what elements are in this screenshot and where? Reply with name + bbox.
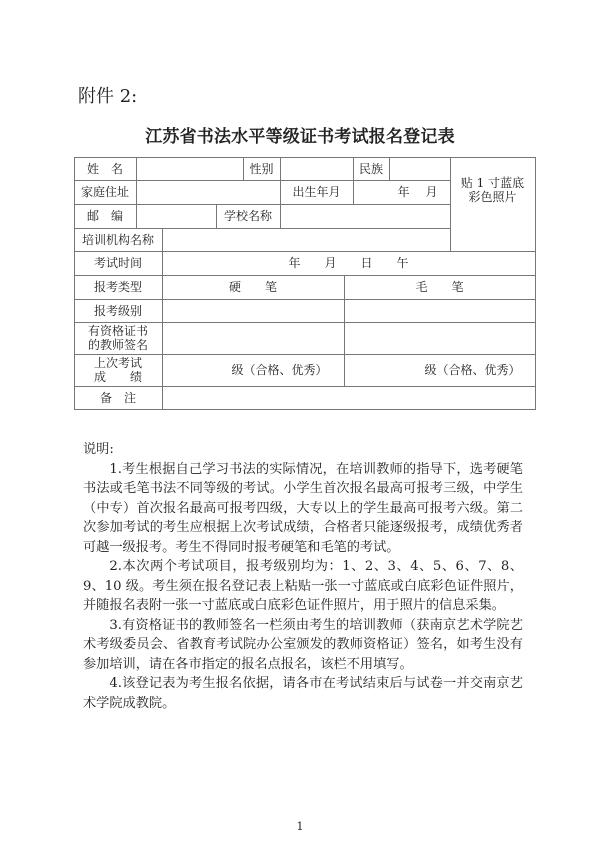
- level-label: 报考级别: [74, 299, 163, 323]
- brush-teacher-sign-field[interactable]: [344, 322, 536, 355]
- address-field[interactable]: [136, 180, 281, 205]
- postcode-label: 邮 编: [74, 204, 137, 229]
- note-item: 1.考生根据自己学习书法的实际情况，在培训教师的指导下，选考硬笔书法或毛笔书法不同等级的考试。小学生首次报名最高可报考三级，中学生（中专）首次报名最高可报考四级，大专以上的学生最高可报考六级。第二次参加考试的考生应根据上次考试成绩，合格者只能逐级报考，成绩优秀者可越一级报考。考生不得同时报考硬笔和毛笔的考试。: [83, 461, 523, 555]
- school-field[interactable]: [280, 204, 451, 229]
- note-item: 4.该登记表为考生报名依据，请各市在考试结束后与试卷一并交南京艺术学院成教院。: [83, 676, 523, 711]
- birth-field[interactable]: 年 月: [353, 180, 451, 205]
- hard-pen-header: 硬 笔: [162, 275, 345, 300]
- last-result-label: 上次考试 成 绩: [74, 354, 163, 387]
- hard-pen-last-result-field[interactable]: 级（合格、优秀）: [162, 354, 345, 387]
- gender-field[interactable]: [280, 157, 354, 181]
- institution-field[interactable]: [162, 228, 451, 252]
- note-item: 2.本次两个考试项目，报考级别均为：1、2、3、4、5、6、7、8、9、10 级。考生须在报名登记表上粘贴一张一寸蓝底或白底彩色证件照片，并随报名表附一张一寸蓝底或白底彩色证件照片，用于照片的信息采集。: [83, 559, 523, 613]
- page-number: 1: [296, 820, 304, 833]
- brush-header: 毛 笔: [344, 275, 536, 300]
- name-label: 姓 名: [74, 157, 137, 181]
- teacher-sign-label: 有资格证书的教师签名: [74, 322, 163, 355]
- institution-label: 培训机构名称: [74, 228, 163, 252]
- address-label: 家庭住址: [74, 180, 137, 205]
- attachment-label: 附件 2:: [78, 86, 138, 107]
- hard-pen-teacher-sign-field[interactable]: [162, 322, 345, 355]
- school-label: 学校名称: [216, 204, 281, 229]
- ethnicity-label: 民族: [353, 157, 390, 181]
- notes-heading: 说明:: [83, 442, 114, 457]
- birth-label: 出生年月: [280, 180, 354, 205]
- exam-type-label: 报考类型: [74, 275, 163, 300]
- notes-section: [83, 440, 523, 713]
- photo-box[interactable]: 贴 1 寸蓝底彩色照片: [450, 157, 536, 252]
- exam-time-field[interactable]: 年 月 日 午: [162, 251, 536, 276]
- gender-label: 性别: [243, 157, 281, 181]
- remarks-label: 备 注: [74, 386, 163, 410]
- postcode-field[interactable]: [136, 204, 217, 229]
- brush-last-result-field[interactable]: 级（合格、优秀）: [344, 354, 536, 387]
- name-field[interactable]: [136, 157, 244, 181]
- hard-pen-level-field[interactable]: [162, 299, 345, 323]
- brush-level-field[interactable]: [344, 299, 536, 323]
- remarks-field[interactable]: [162, 386, 536, 410]
- note-item: 3.有资格证书的教师签名一栏须由考生的培训教师（获南京艺术学院艺术考级委员会、省教育考试院办公室颁发的教师资格证）签名，如考生没有参加培训，请在各市指定的报名点报名，该栏不用填写。: [83, 617, 523, 672]
- exam-time-label: 考试时间: [74, 251, 163, 276]
- page-title: 江苏省书法水平等级证书考试报名登记表: [145, 127, 455, 147]
- ethnicity-field[interactable]: [389, 157, 451, 181]
